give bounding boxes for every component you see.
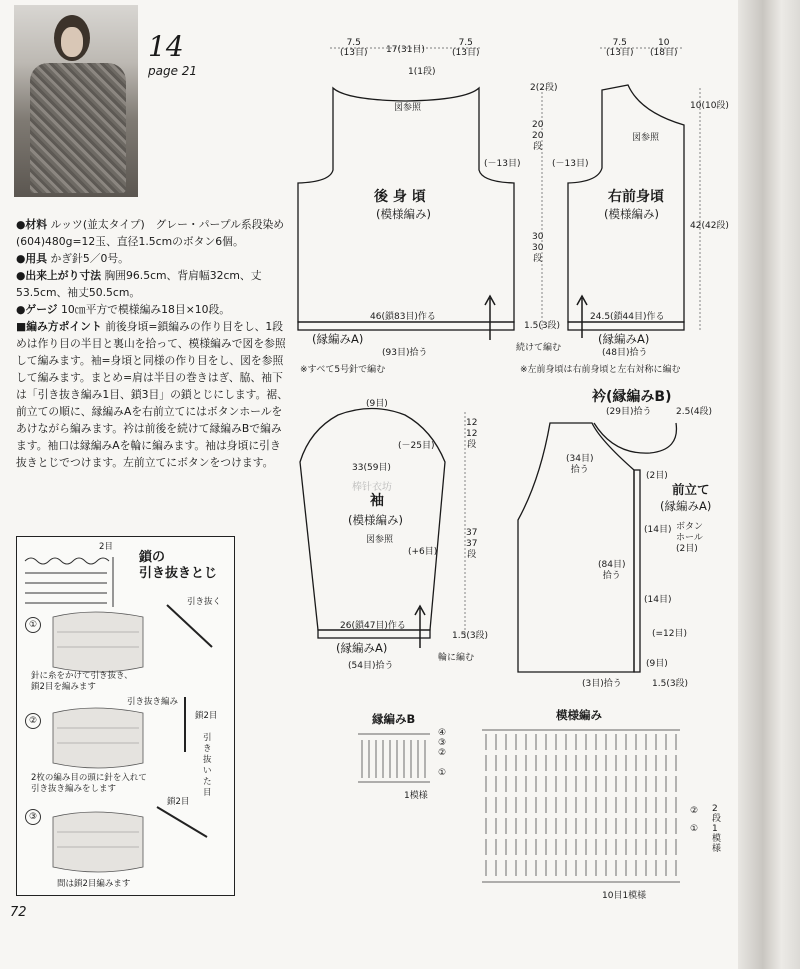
- back-title: 後 身 頃: [374, 189, 426, 205]
- band-14-upper: (14目): [644, 525, 672, 535]
- step-1-note: 引き抜く: [187, 597, 222, 607]
- front-band: [634, 470, 640, 672]
- back-top-left-dim: 7.5 (13目): [340, 38, 368, 58]
- sleeve-top: (9目): [366, 399, 388, 409]
- chart-a-repeat: 10目1模様: [602, 891, 647, 901]
- chart-b-row-3: ③: [438, 738, 447, 748]
- pattern-chart-lines: [358, 730, 680, 882]
- front-chart-ref: 図参照: [632, 133, 660, 143]
- rows-upper: 20 20 段: [532, 120, 544, 152]
- buttonhole-note: ボタン ホール (2目): [676, 522, 704, 554]
- sleeve-cuff-rows: 1.5(3段): [452, 631, 489, 641]
- collar-pickup: (29目)拾う: [606, 407, 652, 417]
- sleeve-inc: (+6目): [408, 547, 438, 557]
- gauge-text: 10㎝平方で模様編み18目×10段。: [61, 303, 231, 316]
- chart-b-repeat: 1模様: [404, 791, 428, 801]
- band-2-stitch: (2目): [646, 471, 668, 481]
- chart-b-row-2: ②: [438, 748, 447, 758]
- front-body-rows: 42(42段): [690, 221, 729, 231]
- front-edge-label: (縁編みA): [598, 332, 650, 346]
- step-3-caption: 間は鎖2目編みます: [57, 879, 131, 889]
- size-text: 胸囲96.5cm、背肩幅32cm、丈53.5cm、袖丈50.5cm。: [16, 269, 262, 299]
- front-top-left-dim: 7.5 (13目): [606, 38, 634, 58]
- sleeve-base-chain: 26(鎖47目)作る: [340, 621, 406, 631]
- front-top-right-dim: 10 (18目): [650, 38, 678, 58]
- back-hem-band: [298, 322, 514, 330]
- sleeve-chart-ref: 図参照: [366, 535, 394, 545]
- howto-title-1: 鎖の: [139, 550, 166, 565]
- band-title: 前立て: [672, 482, 710, 497]
- sleeve-width: 33(59目): [352, 463, 391, 473]
- band-subtitle: (縁編みA): [660, 499, 712, 513]
- front-title: 右前身頃: [608, 189, 664, 205]
- chart-a-row-1: ①: [690, 824, 699, 834]
- back-needle-note: ※すべて5号針で編む: [300, 365, 386, 375]
- chart-a-row-2: ②: [690, 806, 699, 816]
- front-subtitle: (模様編み): [604, 207, 659, 221]
- size-label: ●出来上がり寸法: [16, 269, 101, 282]
- pattern-chart-b-grid: [362, 740, 425, 778]
- step-1-marker: ①: [25, 617, 41, 633]
- collar-curve: [594, 423, 676, 453]
- sleeve-body-rows: 37 37 段: [466, 528, 478, 560]
- page-number: 72: [10, 905, 27, 920]
- front-mirror-note: ※左前身頃は右前身頃と左右対称に編む: [520, 365, 681, 375]
- back-top-right-dim: 7.5 (13目): [452, 38, 480, 58]
- band-12: (=12目): [652, 629, 688, 639]
- howto-2stitch-label: 2目: [99, 542, 113, 552]
- tools-text: かぎ針5／0号。: [50, 252, 129, 265]
- back-edge-label: (縁編みA): [312, 332, 364, 346]
- back-neck-dim: 1(1段): [408, 67, 436, 77]
- tools-label: ●用具: [16, 252, 48, 265]
- front-pickup: (48目)拾う: [602, 348, 648, 358]
- chart-a-title: 模様編み: [556, 708, 602, 722]
- step-2-side-note: 引き抜いた目: [203, 733, 212, 798]
- collar-side-pickup: (34目) 拾う: [566, 454, 594, 475]
- material-text: ルッツ(並太タイプ) グレー・パープル系段染め(604)480g=12玉、直径1.5cmのボタン6個。: [16, 218, 285, 248]
- step-2-caption: 2枚の編み目の頭に針を入れて 引き抜き編みをします: [31, 773, 147, 794]
- sleeve-title: 袖: [370, 493, 384, 509]
- back-pickup: (93目)拾う: [382, 348, 428, 358]
- back-subtitle: (模様編み): [376, 207, 431, 221]
- front-side-dec: (－13目): [552, 159, 589, 169]
- back-base-chain: 46(鎖83目)作る: [370, 312, 436, 322]
- continue-note: 続けて編む: [516, 343, 562, 353]
- pattern-chart-a-grid: [486, 734, 676, 876]
- front-base-chain: 24.5(鎖44目)作る: [590, 312, 665, 322]
- collar-title: 衿(縁編みB): [592, 389, 672, 405]
- sleeve-cuff-band: [318, 630, 430, 638]
- chart-b-row-4: ④: [438, 728, 447, 738]
- back-side-dec: (－13目): [484, 159, 521, 169]
- step-3-note: 鎖2目: [167, 797, 190, 807]
- band-3-pickup: (3目)拾う: [582, 679, 622, 689]
- rows-lower: 30 30 段: [532, 232, 544, 264]
- pattern-number: 14: [148, 30, 184, 63]
- rows-top: 2(2段): [530, 83, 558, 93]
- watermark: 棒针衣坊: [352, 482, 392, 493]
- front-neck-rows: 10(10段): [690, 101, 729, 111]
- sleeve-edge-label: (縁編みA): [336, 641, 388, 655]
- chart-b-row-1: ①: [438, 768, 447, 778]
- step-2-note-1: 引き抜き編み: [127, 697, 179, 707]
- step-3-marker: ③: [25, 809, 41, 825]
- front-hem-band: [568, 322, 684, 330]
- back-chart-ref: 図参照: [394, 103, 422, 113]
- points-text: 前後身頃=鎖編みの作り目をし、1段めは作り目の半目と裏山を拾って、模様編みで図を参照して編みます。袖=身頃と同様の作り目をし、図を参照して編みます。まとめ=肩は半目の巻きはぎ、脇、袖下は「引き抜き編み1目、鎖3目」の鎖とじにします。裾、前立ての順に、縁編みAを右前立てにはボタンホールをあけながら編みます。衿は前後を続けて縁編みBで編みます。袖口は縁編みAを輪に編みます。袖は身頃に引き抜きとじでつけます。左前立てにボタンをつけます。: [16, 320, 288, 469]
- gauge-label: ●ゲージ: [16, 303, 58, 316]
- step-2-note-2: 鎖2目: [195, 711, 218, 721]
- rows-hem: 1.5(3段): [524, 321, 561, 331]
- step-2-marker: ②: [25, 713, 41, 729]
- step-1-caption: 針に糸をかけて引き抜き、 鎖2目を編みます: [31, 671, 133, 692]
- arrows: [415, 296, 587, 648]
- material-label: ●材料: [16, 218, 48, 231]
- sleeve-round-note: 輪に編む: [438, 653, 475, 663]
- chart-b-title: 縁編みB: [372, 712, 416, 726]
- sleeve-subtitle: (模様編み): [348, 513, 403, 527]
- sleeve-cap-rows: 12 12 段: [466, 418, 478, 450]
- band-84-pickup: (84目) 拾う: [598, 560, 626, 581]
- back-top-mid-dim: 17(31目): [386, 45, 425, 55]
- points-label: ■編み方ポイント: [16, 320, 102, 333]
- band-height: 1.5(3段): [652, 679, 689, 689]
- sleeve-pickup: (54目)拾う: [348, 661, 394, 671]
- collar-height: 2.5(4段): [676, 407, 713, 417]
- band-14-lower: (14目): [644, 595, 672, 605]
- sleeve-cap-dec: (－25目): [398, 441, 435, 451]
- chart-a-side-label: 2段1模様: [712, 804, 722, 854]
- page-reference: page 21: [148, 64, 198, 78]
- howto-title-2: 引き抜きとじ: [139, 566, 218, 581]
- band-9: (9目): [646, 659, 668, 669]
